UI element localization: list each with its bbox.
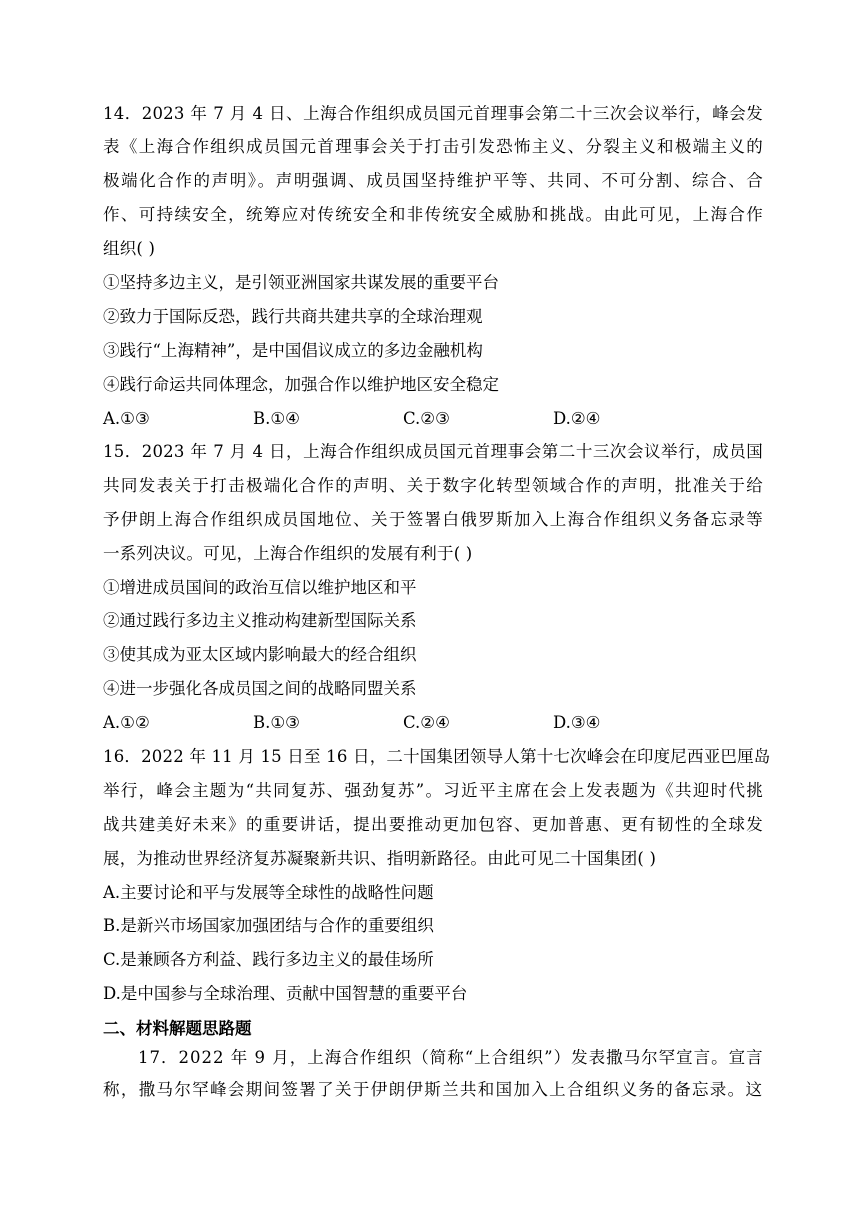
section-heading: 二、材料解题思路题 [103, 1019, 252, 1038]
statement-item: ③使其成为亚太区域内影响最大的经合组织 [103, 645, 417, 664]
question-stem-line: 极端化合作的声明》。声明强调、成员国坚持维护平等、共同、不可分割、综合、合 [103, 171, 763, 190]
question-stem-line: 予伊朗上海合作组织成员国地位、关于签署白俄罗斯加入上海合作组织义务备忘录等 [103, 510, 763, 529]
choice-b: B.是新兴市场国家加强团结与合作的重要组织 [103, 916, 434, 935]
choice-d: D.②④ [553, 409, 601, 428]
choice-d: D.③④ [553, 713, 601, 732]
statement-item: ②致力于国际反恐，践行共商共建共享的全球治理观 [103, 307, 483, 326]
statement-item: ④进一步强化各成员国之间的战略同盟关系 [103, 679, 417, 698]
statement-item: ②通过践行多边主义推动构建新型国际关系 [103, 611, 417, 630]
choice-c: C.②③ [403, 409, 450, 428]
question-stem-line: 共同发表关于打击极端化合作的声明、关于数字化转型领域合作的声明，批准关于给 [103, 476, 763, 495]
choice-d: D.是中国参与全球治理、贡献中国智慧的重要平台 [103, 984, 468, 1003]
question-stem-line: 一系列决议。可见，上海合作组织的发展有利于( ) [103, 544, 473, 563]
answer-choices [103, 408, 763, 430]
choice-b: B.①③ [253, 713, 300, 732]
question-stem-line: 组织( ) [103, 239, 156, 258]
question-stem-line: 展，为推动世界经济复苏凝聚新共识、指明新路径。由此可见二十国集团( ) [103, 849, 657, 868]
choice-c: C.是兼顾各方利益、践行多边主义的最佳场所 [103, 950, 434, 969]
answer-choices [103, 712, 763, 734]
choice-c: C.②④ [403, 713, 450, 732]
question-stem-line: 举行，峰会主题为“共同复苏、强劲复苏”。习近平主席在会上发表题为《共迎时代挑 [103, 781, 763, 800]
question-stem-line: 表《上海合作组织成员国元首理事会关于打击引发恐怖主义、分裂主义和极端主义的 [103, 137, 763, 156]
question-stem-line: 称，撒马尔罕峰会期间签署了关于伊朗伊斯兰共和国加入上合组织义务的备忘录。这 [103, 1080, 763, 1099]
question-stem-line: 17．2022 年 9 月，上海合作组织（简称“上合组织”）发表撒马尔罕宣言。宣言 [103, 1048, 764, 1067]
choice-a: A.①② [103, 713, 150, 732]
statement-item: ④践行命运共同体理念，加强合作以维护地区安全稳定 [103, 375, 499, 394]
choice-a: A.①③ [103, 409, 150, 428]
choice-b: B.①④ [253, 409, 300, 428]
question-stem-line: 14．2023 年 7 月 4 日、上海合作组织成员国元首理事会第二十三次会议举行，峰会发 [103, 104, 763, 123]
question-stem-line: 15．2023 年 7 月 4 日，上海合作组织成员国元首理事会第二十三次会议举行，成员国 [103, 442, 763, 461]
statement-item: ①增进成员国间的政治互信以维护地区和平 [103, 578, 417, 597]
question-stem-line: 作、可持续安全，统筹应对传统安全和非传统安全威胁和挑战。由此可见，上海合作 [103, 205, 763, 224]
choice-a: A.主要讨论和平与发展等全球性的战略性问题 [103, 883, 434, 902]
statement-item: ①坚持多边主义，是引领亚洲国家共谋发展的重要平台 [103, 273, 499, 292]
question-stem-line: 16．2022 年 11 月 15 日至 16 日，二十国集团领导人第十七次峰会在印度尼西亚巴厘岛 [103, 747, 771, 766]
statement-item: ③践行“上海精神”，是中国倡议成立的多边金融机构 [103, 341, 483, 360]
question-stem-line: 战共建美好未来》的重要讲话，提出要推动更加包容、更加普惠、更有韧性的全球发 [103, 815, 763, 834]
